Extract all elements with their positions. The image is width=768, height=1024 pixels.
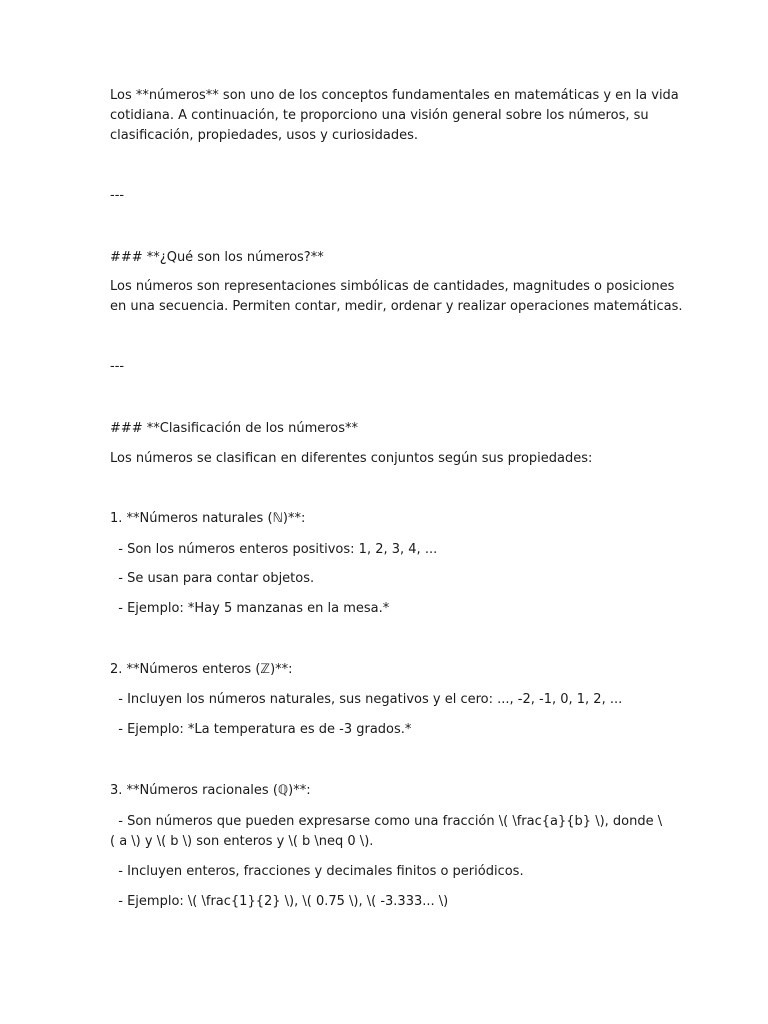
intro-line-3: clasificación, propiedades, usos y curiosidades. [110,128,419,143]
intro-line-1: Los **números** son uno de los conceptos fundamentales en matemáticas y en la vida [110,88,679,103]
bullet-racionales-3: - Ejemplo: \( \frac{1}{2} \), \( 0.75 \), \( -3.333... \) [110,894,449,909]
section-heading-classification: ### **Clasificación de los números** [110,421,359,436]
separator: --- [110,359,125,374]
section-heading-what: ### **¿Qué son los números?** [110,250,324,265]
bullet-racionales-2: - Incluyen enteros, fracciones y decimales finitos o periódicos. [110,864,524,879]
bullet-racionales-1b: ( a \) y \( b \) son enteros y \( b \neq 0 \). [110,834,374,849]
bullet-enteros-1: - Incluyen los números naturales, sus negativos y el cero: ..., -2, -1, 0, 1, 2, ... [110,692,623,707]
separator: --- [110,188,125,203]
what-line-2: en una secuencia. Permiten contar, medir, ordenar y realizar operaciones matemáticas. [110,299,683,314]
classification-intro: Los números se clasifican en diferentes conjuntos según sus propiedades: [110,451,593,466]
list-item-naturales: 1. **Números naturales (ℕ)**: [110,511,306,526]
bullet-naturales-2: - Se usan para contar objetos. [110,571,315,586]
list-item-racionales: 3. **Números racionales (ℚ)**: [110,783,311,798]
bullet-racionales-1a: - Son números que pueden expresarse como una fracción \( \frac{a}{b} \), donde \ [110,814,663,829]
bullet-naturales-1: - Son los números enteros positivos: 1, 2, 3, 4, ... [110,542,438,557]
bullet-enteros-2: - Ejemplo: *La temperatura es de -3 grados.* [110,722,412,737]
bullet-naturales-3: - Ejemplo: *Hay 5 manzanas en la mesa.* [110,601,390,616]
what-line-1: Los números son representaciones simbólicas de cantidades, magnitudes o posiciones [110,279,675,294]
intro-line-2: cotidiana. A continuación, te proporciono una visión general sobre los números, su [110,108,649,123]
list-item-enteros: 2. **Números enteros (ℤ)**: [110,662,293,677]
